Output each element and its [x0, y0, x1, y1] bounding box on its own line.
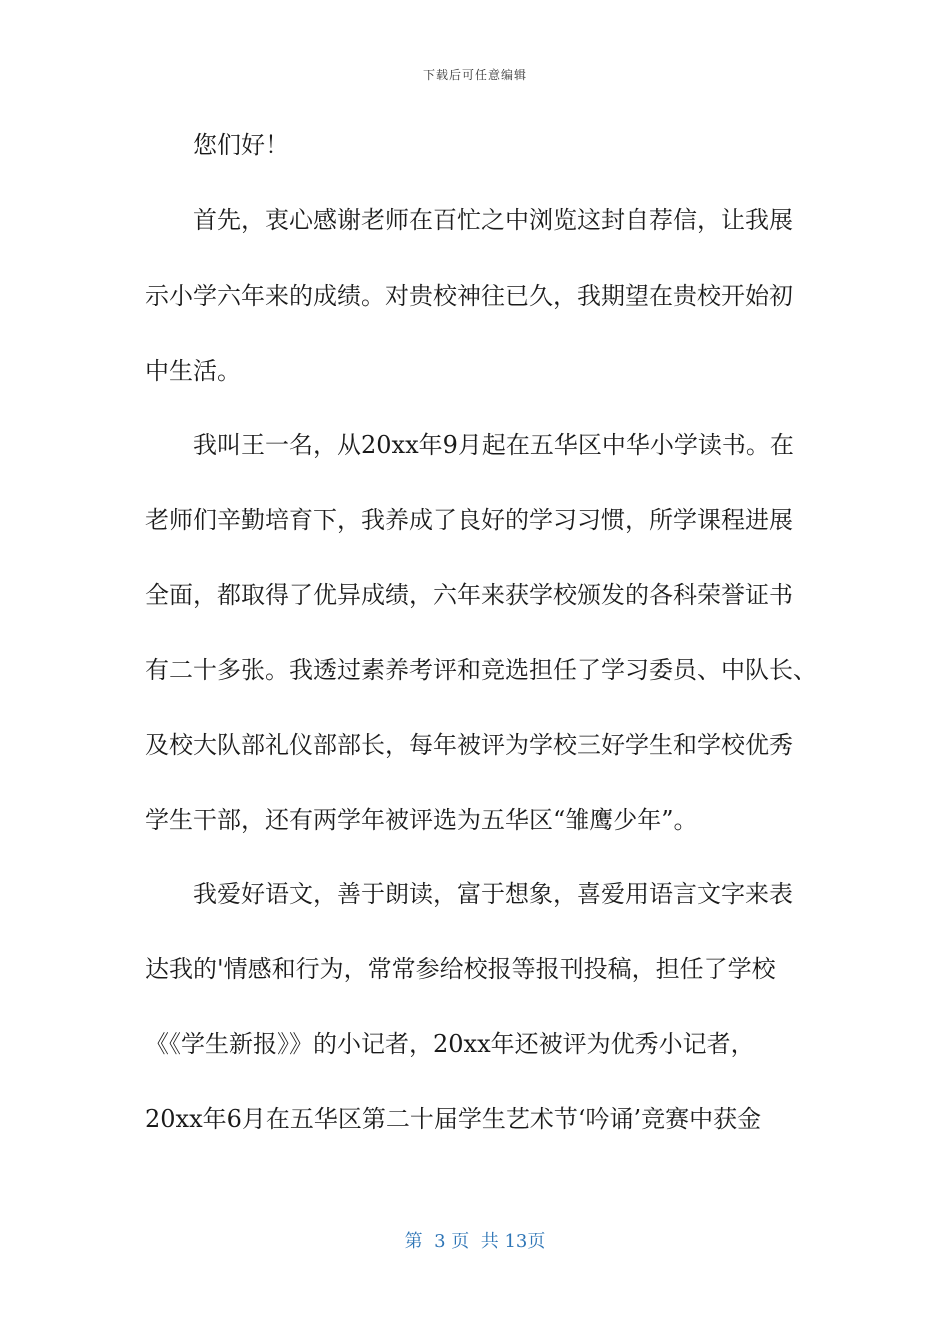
paragraph-line: 中生活。: [145, 357, 241, 385]
paragraph-line: 您们好！: [193, 131, 289, 159]
paragraph-line: 我爱好语文，善于朗读，富于想象，喜爱用语言文字来表: [193, 880, 793, 908]
paragraph-line: 首先，衷心感谢老师在百忙之中浏览这封自荐信，让我展: [193, 206, 793, 234]
paragraph-line: 20xx年6月在五华区第二十届学生艺术节‘吟诵’竞赛中获金: [145, 1105, 762, 1133]
paragraph-line: 学生干部，还有两学年被评选为五华区“雏鹰少年”。: [145, 806, 698, 834]
page-number-footer: 第 3 页 共 13页: [404, 1231, 546, 1252]
paragraph-line: 有二十多张。我透过素养考评和竞选担任了学习委员、中队长、: [145, 656, 817, 684]
paragraph-line: 全面，都取得了优异成绩，六年来获学校颁发的各科荣誉证书: [145, 581, 793, 609]
paragraph-line: 达我的'情感和行为，常常参给校报等报刊投稿，担任了学校: [145, 955, 776, 983]
paragraph-line: 我叫王一名，从20xx年9月起在五华区中华小学读书。在: [193, 431, 794, 459]
page-header: 下载后可任意编辑: [422, 68, 527, 82]
paragraph-line: 《《学生新报》》的小记者，20xx年还被评为优秀小记者，: [145, 1030, 755, 1058]
paragraph-line: 及校大队部礼仪部部长，每年被评为学校三好学生和学校优秀: [145, 731, 793, 759]
paragraph-line: 示小学六年来的成绩。对贵校神往已久，我期望在贵校开始初: [145, 282, 793, 310]
paragraph-line: 老师们辛勤培育下，我养成了良好的学习习惯，所学课程进展: [145, 506, 793, 534]
